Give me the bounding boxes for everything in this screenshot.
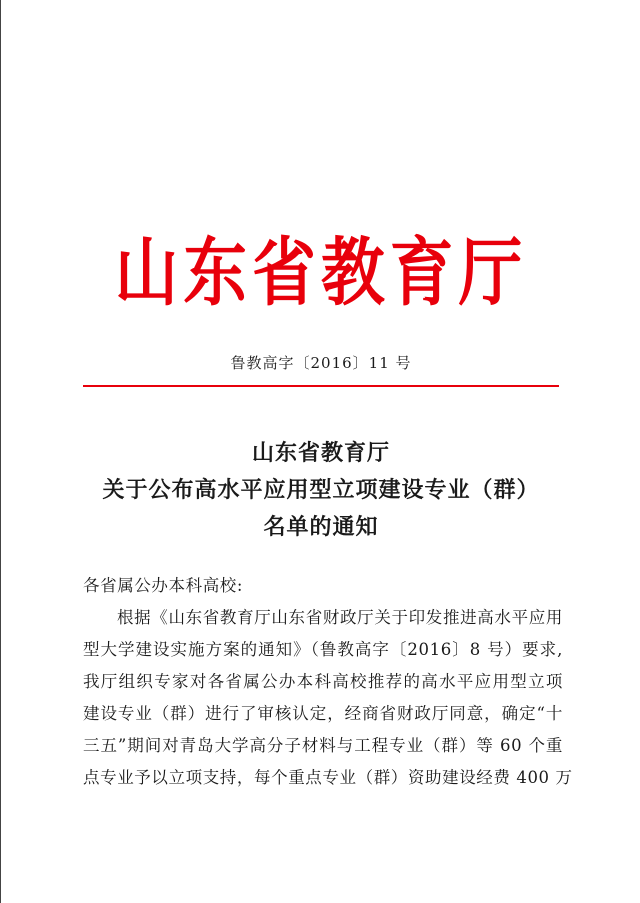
document-number: 鲁教高字〔2016〕11 号: [230, 354, 412, 372]
red-divider-line: [83, 385, 559, 387]
body-line-1: 根据《山东省教育厅山东省财政厅关于印发推进高水平应用: [117, 608, 563, 627]
body-line-6: 点专业予以立项支持，每个重点专业（群）资助建设经费 400 万: [83, 768, 573, 787]
org-header-red: 山东省教育厅: [114, 230, 528, 316]
body-line-3: 我厅组织专家对各省属公办本科高校推荐的高水平应用型立项: [83, 672, 563, 691]
salutation: 各省属公办本科高校:: [83, 576, 244, 595]
body-line-4: 建设专业（群）进行了审核认定，经商省财政厅同意，确定“十: [83, 704, 563, 723]
title-line-1: 山东省教育厅: [251, 440, 390, 466]
title-line-2: 关于公布高水平应用型立项建设专业（群）: [102, 477, 540, 503]
title-line-3: 名单的通知: [263, 514, 379, 540]
body-line-5: 三五”期间对青岛大学高分子材料与工程专业（群）等 60 个重: [83, 736, 563, 755]
body-line-2: 型大学建设实施方案的通知》（鲁教高字〔2016〕8 号）要求,: [83, 640, 563, 659]
